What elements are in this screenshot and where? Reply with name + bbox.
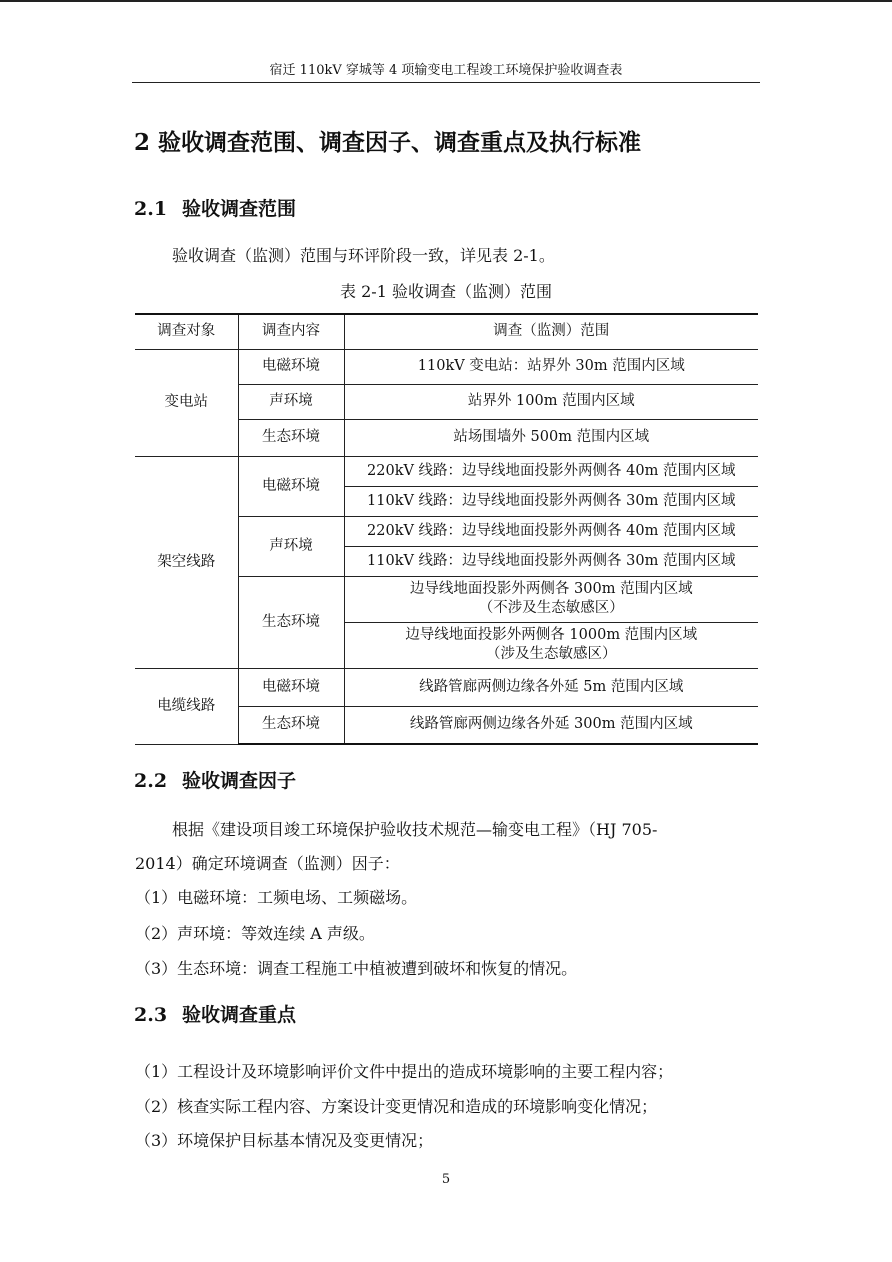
paragraph-line: 根据《建设项目竣工环境保护验收技术规范—输变电工程》（HJ 705- — [172, 820, 658, 839]
section-number: 2.3 — [134, 1004, 168, 1026]
content-cell: 电磁环境 — [238, 349, 344, 384]
table-row — [135, 456, 758, 486]
table-caption: 表 2-1 验收调查（监测）范围 — [340, 282, 552, 301]
content-cell: 生态环境 — [238, 706, 344, 744]
range-cell: 110kV 线路：边导线地面投影外两侧各 30m 范围内区域 — [344, 546, 758, 576]
section-number: 2.2 — [134, 770, 168, 792]
table-row — [135, 668, 758, 706]
range-cell: 110kV 线路：边导线地面投影外两侧各 30m 范围内区域 — [344, 486, 758, 516]
range-cell: 站场围墙外 500m 范围内区域 — [344, 419, 758, 456]
table-row — [135, 349, 758, 384]
header-cell: 调查（监测）范围 — [344, 314, 758, 349]
content-cell: 声环境 — [238, 516, 344, 576]
range-cell: 110kV 变电站：站界外 30m 范围内区域 — [344, 349, 758, 384]
survey-scope-table — [135, 313, 758, 745]
table-header-row — [135, 314, 758, 349]
list-item: （2）核查实际工程内容、方案设计变更情况和造成的环境影响变化情况； — [135, 1097, 658, 1116]
range-cell: 220kV 线路：边导线地面投影外两侧各 40m 范围内区域 — [344, 456, 758, 486]
paragraph: 验收调查（监测）范围与环评阶段一致，详见表 2-1。 — [172, 246, 555, 265]
section-title: 验收调查重点 — [182, 1004, 297, 1026]
page-number: 5 — [441, 1172, 451, 1187]
section-number: 2.1 — [134, 198, 168, 220]
range-line: 边导线地面投影外两侧各 1000m 范围内区域 — [405, 627, 698, 643]
section-title: 验收调查因子 — [182, 770, 297, 792]
object-cell: 电缆线路 — [135, 668, 238, 744]
range-cell: 站界外 100m 范围内区域 — [344, 384, 758, 419]
range-cell — [344, 622, 758, 668]
section-2-title: 2 验收调查范围、调查因子、调查重点及执行标准 — [134, 129, 642, 156]
range-cell — [344, 576, 758, 622]
section-2-1-heading — [134, 196, 296, 222]
list-item: （1）工程设计及环境影响评价文件中提出的造成环境影响的主要工程内容； — [135, 1062, 674, 1081]
range-cell: 线路管廊两侧边缘各外延 300m 范围内区域 — [344, 706, 758, 744]
content-cell: 生态环境 — [238, 419, 344, 456]
content-cell: 声环境 — [238, 384, 344, 419]
paragraph-line: 2014）确定环境调查（监测）因子： — [135, 854, 400, 873]
object-cell: 架空线路 — [135, 456, 238, 668]
content-cell: 电磁环境 — [238, 456, 344, 516]
running-header: 宿迁 110kV 穿城等 4 项输变电工程竣工环境保护验收调查表 — [269, 63, 623, 78]
header-cell: 调查对象 — [135, 314, 238, 349]
section-2-2-heading — [134, 768, 296, 794]
range-cell: 线路管廊两侧边缘各外延 5m 范围内区域 — [344, 668, 758, 706]
content-cell: 电磁环境 — [238, 668, 344, 706]
header-rule — [132, 82, 760, 83]
range-cell: 220kV 线路：边导线地面投影外两侧各 40m 范围内区域 — [344, 516, 758, 546]
range-line: 边导线地面投影外两侧各 300m 范围内区域 — [409, 581, 693, 597]
range-note: （不涉及生态敏感区） — [478, 600, 624, 616]
list-item: （3）环境保护目标基本情况及变更情况； — [135, 1131, 434, 1150]
section-title: 验收调查范围 — [182, 198, 297, 220]
page-top-edge — [0, 0, 892, 2]
header-cell: 调查内容 — [238, 314, 344, 349]
object-cell: 变电站 — [135, 349, 238, 456]
content-cell: 生态环境 — [238, 576, 344, 668]
list-item: （2）声环境：等效连续 A 声级。 — [135, 924, 375, 943]
range-note: （涉及生态敏感区） — [486, 646, 617, 662]
list-item: （3）生态环境：调查工程施工中植被遭到破坏和恢复的情况。 — [135, 959, 578, 978]
list-item: （1）电磁环境：工频电场、工频磁场。 — [135, 888, 418, 907]
section-2-3-heading — [134, 1002, 296, 1028]
